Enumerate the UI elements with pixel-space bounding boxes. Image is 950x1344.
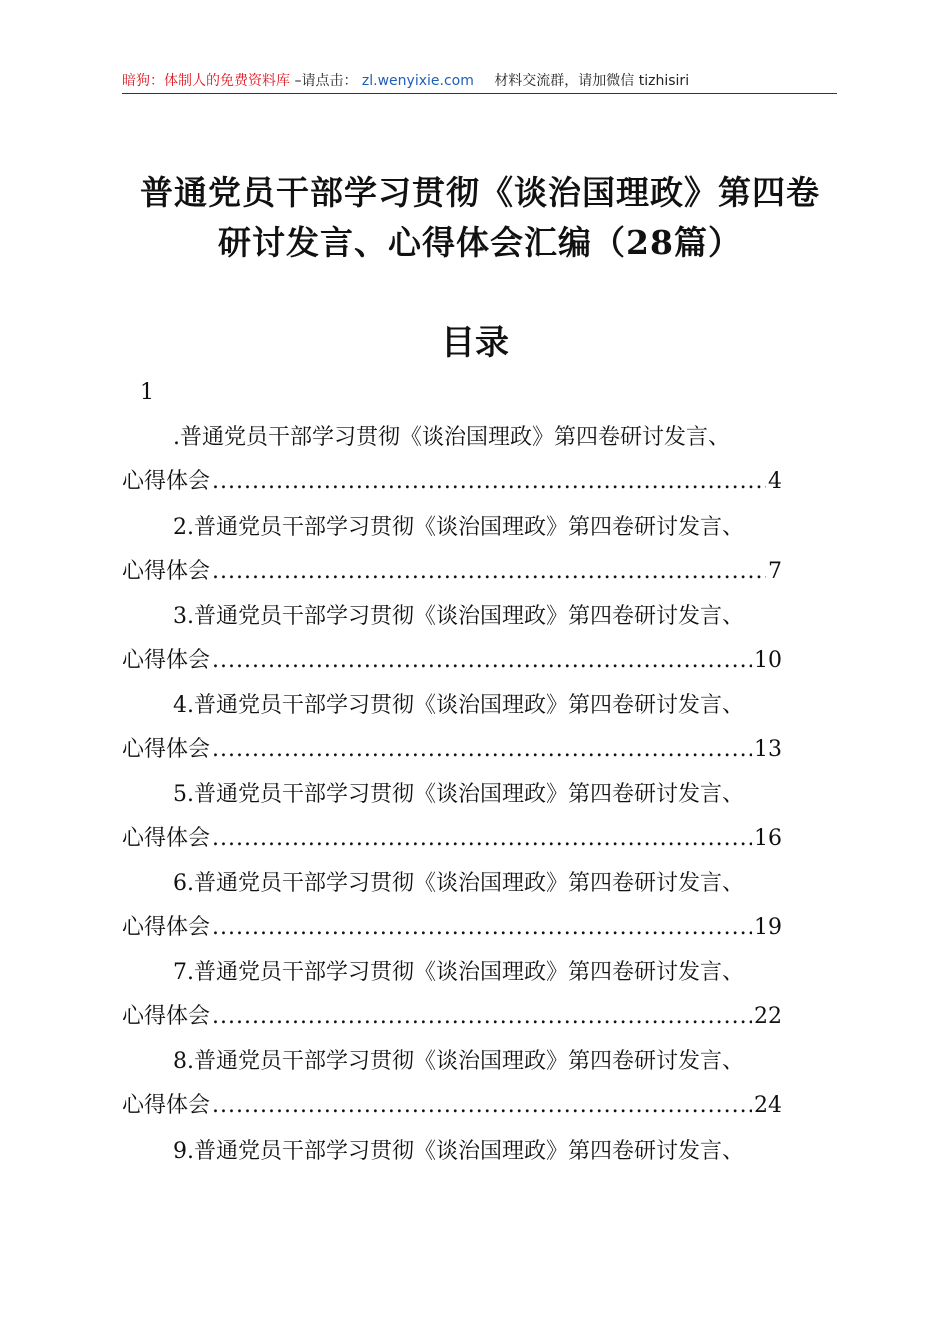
toc-entry-1-title[interactable]: .普通党员干部学习贯彻《谈治国理政》第四卷研讨发言、 <box>173 425 730 450</box>
toc-entry-3-leader <box>212 645 752 677</box>
header-brand: 暗狗：体制人的免费资料库 <box>122 73 290 89</box>
toc-entry-3-title[interactable]: 3.普通党员干部学习贯彻《谈治国理政》第四卷研讨发言、 <box>173 604 744 629</box>
toc-entry-7-page: 22 <box>754 1004 782 1029</box>
toc-entry-1-page: 4 <box>768 469 782 494</box>
toc-entry-2-title[interactable]: 2.普通党员干部学习贯彻《谈治国理政》第四卷研讨发言、 <box>173 515 744 540</box>
toc-entry-3-continuation[interactable] <box>122 645 837 677</box>
header-divider <box>122 93 837 94</box>
toc-entry-8-label: 心得体会 <box>122 1093 211 1118</box>
toc-entry-5-title[interactable]: 5.普通党员干部学习贯彻《谈治国理政》第四卷研讨发言、 <box>173 782 744 807</box>
toc-entry-5-continuation[interactable] <box>122 823 837 855</box>
toc-entry-2-continuation[interactable] <box>122 556 837 588</box>
toc-entry-1-label: 心得体会 <box>122 469 211 494</box>
toc-entry-7-title[interactable]: 7.普通党员干部学习贯彻《谈治国理政》第四卷研讨发言、 <box>173 960 744 985</box>
toc-entry-4-page: 13 <box>754 737 782 762</box>
toc-entry-6-title[interactable]: 6.普通党员干部学习贯彻《谈治国理政》第四卷研讨发言、 <box>173 871 744 896</box>
toc-entry-5-page: 16 <box>754 826 782 851</box>
toc-entry-5-leader <box>212 823 752 855</box>
toc-entry-6-page: 19 <box>754 915 782 940</box>
toc-entry-8-page: 24 <box>754 1093 782 1118</box>
toc-entry-6-continuation[interactable] <box>122 912 837 944</box>
toc-entry-9-title[interactable]: 9.普通党员干部学习贯彻《谈治国理政》第四卷研讨发言、 <box>173 1139 744 1164</box>
toc-entry-4-leader <box>212 734 752 766</box>
toc-entry-4-title[interactable]: 4.普通党员干部学习贯彻《谈治国理政》第四卷研讨发言、 <box>173 693 744 718</box>
header-url-link[interactable]: zl.wenyixie.com <box>361 73 474 89</box>
toc-entry-2-page: 7 <box>768 559 782 584</box>
toc-entry-8-title[interactable]: 8.普通党员干部学习贯彻《谈治国理政》第四卷研讨发言、 <box>173 1049 744 1074</box>
document-title-line1: 普通党员干部学习贯彻《谈治国理政》第四卷 <box>140 173 820 212</box>
header-prompt: –请点击： <box>294 73 358 89</box>
toc-entry-8-continuation[interactable] <box>122 1090 837 1122</box>
toc-entry-7-continuation[interactable] <box>122 1001 837 1033</box>
toc-entry-6-leader <box>212 912 752 944</box>
toc-entry-2-leader <box>212 556 766 588</box>
toc-entry-4-label: 心得体会 <box>122 737 211 762</box>
document-title-line2: 研讨发言、心得体会汇编（28篇） <box>218 223 742 262</box>
toc-entry-6-label: 心得体会 <box>122 915 211 940</box>
toc-entry-1-continuation[interactable] <box>122 466 837 498</box>
toc-entry-7-label: 心得体会 <box>122 1004 211 1029</box>
page-header <box>122 70 837 94</box>
header-contact: 材料交流群，请加微信 tizhisiri <box>494 73 690 89</box>
toc-entry-5-label: 心得体会 <box>122 826 211 851</box>
toc-heading: 目录 <box>441 323 509 363</box>
toc-entry-8-leader <box>212 1090 752 1122</box>
toc-first-number: 1 <box>140 380 154 405</box>
toc-entry-1-leader <box>212 466 766 498</box>
toc-entry-3-label: 心得体会 <box>122 648 211 673</box>
toc-entry-7-leader <box>212 1001 752 1033</box>
toc-entry-4-continuation[interactable] <box>122 734 837 766</box>
toc-entry-2-label: 心得体会 <box>122 559 211 584</box>
toc-entry-3-page: 10 <box>754 648 782 673</box>
